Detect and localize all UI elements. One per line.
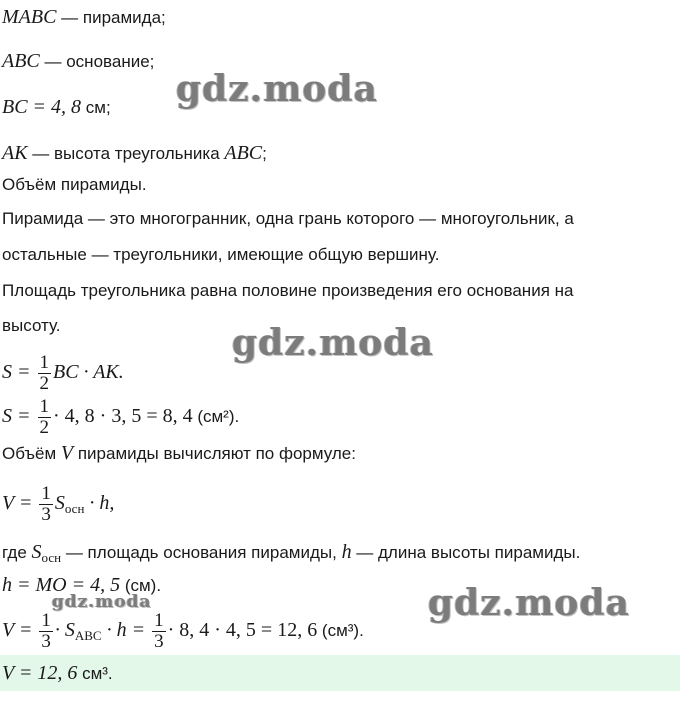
watermark-logo-small: gdz.moda xyxy=(52,592,152,612)
l12-a: Объём xyxy=(2,444,61,463)
f4-rhs: · 8, 4 · 4, 5 = 12, 6 xyxy=(167,619,318,641)
text-pyramid: — пирамида; xyxy=(56,8,166,27)
l14-sub: осн xyxy=(41,550,62,565)
watermark-logo-3: gdz.moda xyxy=(428,582,630,624)
f3-num: 1 xyxy=(41,483,51,505)
l14-b: — площадь основания пирамиды, xyxy=(61,543,342,562)
l15-unit: (см). xyxy=(120,576,162,595)
given-ak xyxy=(2,142,267,165)
l14-s: S xyxy=(31,541,42,563)
text-base: — основание; xyxy=(39,52,155,71)
formula-area-value xyxy=(2,394,239,439)
formula-volume-value xyxy=(2,606,364,660)
volume-formula-legend xyxy=(2,541,580,569)
f3-rhs: · h, xyxy=(84,492,115,514)
subtitle-volume: Объём пирамиды. xyxy=(2,175,147,194)
f4-den2: 3 xyxy=(154,631,164,653)
fraction-half xyxy=(38,353,52,394)
watermark-logo-2: gdz.moda xyxy=(232,322,434,364)
watermark-logo: gdz.moda xyxy=(176,68,378,110)
fraction-third-2 xyxy=(39,611,53,652)
f2-num: 1 xyxy=(39,396,49,418)
f1-den: 2 xyxy=(39,373,49,395)
area-rule-line-2: высоту. xyxy=(2,316,61,335)
f4-num1: 1 xyxy=(41,610,51,632)
math-abc: ABC xyxy=(2,50,40,72)
fraction-third xyxy=(39,484,53,525)
f3-sub: осн xyxy=(64,501,85,516)
f3-s: S xyxy=(54,492,65,514)
definition-line-2: остальные — треугольники, имеющие общую вершину. xyxy=(2,245,440,264)
l14-a: где xyxy=(2,543,32,562)
f2-den: 2 xyxy=(39,417,49,439)
given-base xyxy=(2,50,154,73)
fraction-third-3 xyxy=(152,611,166,652)
f4-mid2: · h = xyxy=(101,619,151,641)
answer-math: V = 12, 6 xyxy=(2,662,78,684)
fraction-half-2 xyxy=(38,397,52,438)
answer xyxy=(2,662,113,685)
text-cm: см; xyxy=(81,98,111,117)
semicolon: ; xyxy=(262,144,267,163)
f4-unit: (см³). xyxy=(317,621,364,640)
f3-lhs: V = xyxy=(2,492,38,514)
f3-den: 3 xyxy=(41,504,51,526)
math-ak: AK xyxy=(2,142,28,164)
f4-den1: 3 xyxy=(41,631,51,653)
given-bc xyxy=(2,96,111,119)
text-height: — высота треугольника xyxy=(27,144,225,163)
f4-lhs: V = xyxy=(2,619,38,641)
area-rule-line-1: Площадь треугольника равна половине произведения его основания на xyxy=(2,281,574,300)
math-v: V xyxy=(60,442,74,464)
l14-c: — длина высоты пирамиды. xyxy=(351,543,581,562)
given-pyramid xyxy=(2,6,166,29)
f4-num2: 1 xyxy=(154,610,164,632)
math-abc-2: ABC xyxy=(224,142,263,164)
math-h: h = MO = 4, 5 xyxy=(2,574,121,596)
f1-rhs: BC · AK. xyxy=(53,361,124,383)
math-mabc: MABC xyxy=(2,6,57,28)
f4-sub: ABC xyxy=(74,628,102,643)
math-bc: BC = 4, 8 xyxy=(2,96,82,118)
f1-lhs: S = xyxy=(2,361,36,383)
l12-b: пирамиды вычисляют по формуле: xyxy=(73,444,356,463)
l14-h: h xyxy=(341,541,352,563)
definition-line-1: Пирамида — это многогранник, одна грань которого — многоугольник, а xyxy=(2,209,574,228)
volume-formula-intro xyxy=(2,442,356,465)
formula-area xyxy=(2,350,124,395)
f4-mid: · S xyxy=(54,619,75,641)
f1-num: 1 xyxy=(39,352,49,374)
f2-unit: (см²). xyxy=(192,407,240,426)
f2-lhs: S = xyxy=(2,405,36,427)
answer-unit: см³. xyxy=(77,664,113,683)
formula-volume xyxy=(2,478,114,534)
f2-rhs: · 4, 8 · 3, 5 = 8, 4 xyxy=(53,405,193,427)
